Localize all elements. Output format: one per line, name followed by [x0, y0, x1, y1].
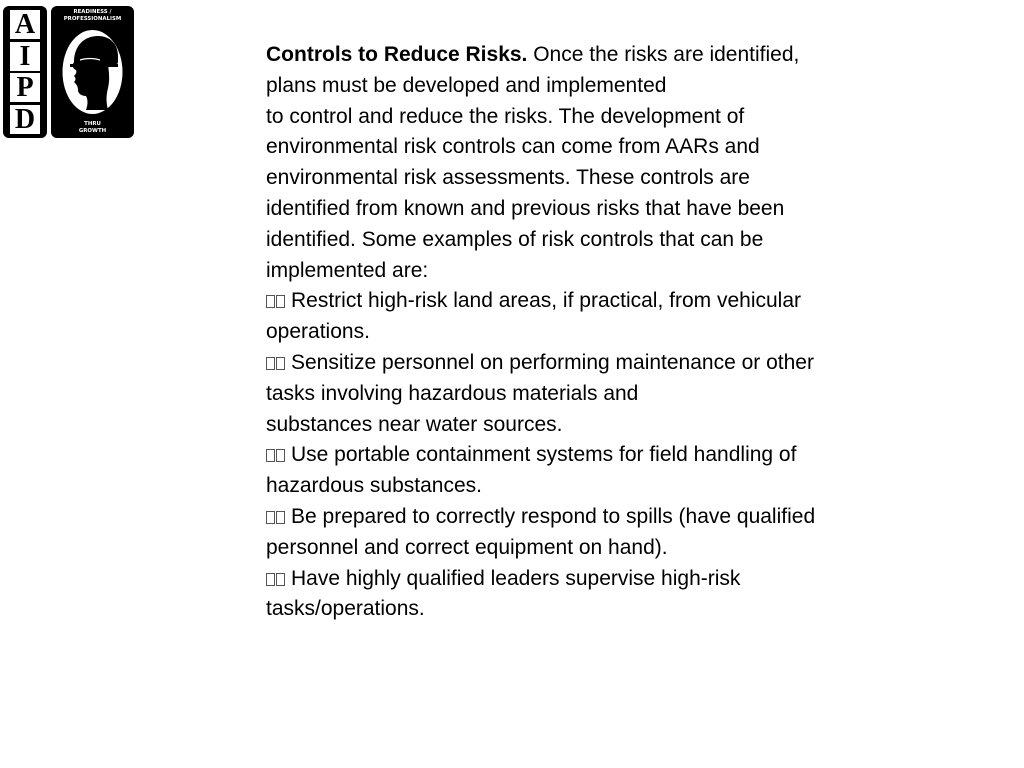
logo-letter: I: [10, 42, 40, 71]
intro-line: to control and reduce the risks. The development of: [266, 104, 745, 128]
emblem-bottom-text: THRU GROWTH: [78, 121, 107, 134]
missing-glyph-icon: [276, 573, 285, 586]
logo-letter: A: [10, 10, 40, 39]
bullet-item: [266, 348, 906, 440]
missing-glyph-icon: [266, 295, 275, 308]
intro-paragraph: [266, 40, 906, 286]
bullet-line: Sensitize personnel on performing maintenance or other: [291, 350, 814, 374]
bullet-item: [266, 502, 906, 564]
bullet-line: tasks/operations.: [266, 597, 425, 621]
soldier-emblem: [51, 6, 134, 138]
soldier-helmet-icon: [60, 28, 125, 116]
bullet-line: Be prepared to correctly respond to spills (have qualified: [291, 504, 816, 528]
missing-glyph-icon: [266, 573, 275, 586]
logo-letters-panel: [3, 6, 47, 138]
missing-glyph-icon: [266, 449, 275, 462]
bullet-line: tasks involving hazardous materials and: [266, 381, 639, 405]
emblem-top-text: READINESS / PROFESSIONALISM: [63, 9, 122, 22]
bullet-line: hazardous substances.: [266, 474, 482, 498]
section-heading: Controls to Reduce Risks.: [266, 43, 528, 66]
intro-line: environmental risk assessments. These controls are: [266, 166, 750, 190]
logo-letter: D: [10, 105, 40, 134]
bullet-line: substances near water sources.: [266, 412, 563, 436]
bullet-item: [266, 440, 906, 502]
missing-glyph-icon: [276, 295, 285, 308]
missing-glyph-icon: [266, 357, 275, 370]
intro-line: environmental risk controls can come from AARs and: [266, 135, 760, 159]
document-body: [266, 40, 906, 625]
bullet-line: Restrict high-risk land areas, if practical, from vehicular: [291, 289, 802, 313]
missing-glyph-icon: [276, 357, 285, 370]
logo-letter: P: [10, 73, 40, 102]
missing-glyph-icon: [266, 511, 275, 524]
bullet-line: personnel and correct equipment on hand).: [266, 535, 668, 559]
intro-line: identified. Some examples of risk controls that can be: [266, 227, 764, 251]
bullet-item: [266, 286, 906, 348]
intro-line: plans must be developed and implemented: [266, 73, 667, 97]
missing-glyph-icon: [276, 449, 285, 462]
missing-glyph-icon: [276, 511, 285, 524]
bullet-item: [266, 564, 906, 626]
intro-line: Once the risks are identified,: [527, 43, 800, 66]
intro-line: implemented are:: [266, 258, 429, 282]
bullet-line: Use portable containment systems for field handling of: [291, 443, 797, 467]
intro-line: identified from known and previous risks that have been: [266, 196, 785, 220]
bullet-line: operations.: [266, 320, 370, 344]
bullet-line: Have highly qualified leaders supervise high-risk: [291, 566, 741, 590]
aipd-logo: [3, 6, 134, 138]
